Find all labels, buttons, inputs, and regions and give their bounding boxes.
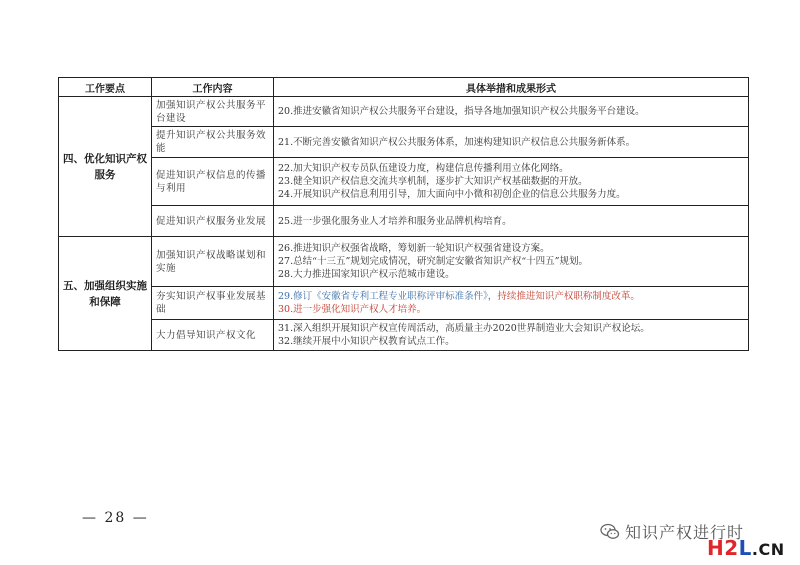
measure-item: 21.不断完善安徽省知识产权公共服务体系，加速构建知识产权信息公共服务新体系。: [278, 136, 636, 148]
measure-item: 32.继续开展中小知识产权教育试点工作。: [278, 336, 455, 347]
section-category: 五、加强组织实施和保障: [59, 237, 152, 351]
work-content-cell: 大力倡导知识产权文化: [152, 320, 274, 351]
header-measures: 具体举措和成果形式: [274, 78, 749, 97]
page-number: — 28 —: [82, 510, 149, 526]
measures-cell: [274, 97, 749, 127]
work-content-cell: 加强知识产权战略谋划和实施: [152, 237, 274, 287]
measure-29-part-b: 持续推进知识产权职称制度改革。: [497, 291, 640, 302]
work-content-cell: 夯实知识产权事业发展基础: [152, 287, 274, 320]
section-category: 四、优化知识产权服务: [59, 97, 152, 237]
work-content-cell: 提升知识产权公共服务效能: [152, 127, 274, 158]
measure-item: 22.加大知识产权专员队伍建设力度，构建信息传播利用立体化网络。: [278, 163, 569, 174]
measure-29-part-a: 29.修订《安徽省专利工程专业职称评审标准条件》，: [278, 291, 498, 302]
header-key-points: 工作要点: [59, 78, 152, 97]
watermark-text: 知识产权进行时: [625, 523, 745, 542]
measures-cell: [274, 158, 749, 206]
table-row: [59, 97, 749, 127]
measure-item: 23.健全知识产权信息交流共享机制，逐步扩大知识产权基础数据的开放。: [278, 176, 588, 187]
work-content-cell: 促进知识产权信息的传播与利用: [152, 158, 274, 206]
table-header-row: [59, 78, 749, 97]
work-content-cell: 加强知识产权公共服务平台建设: [152, 97, 274, 127]
measures-cell: [274, 206, 749, 237]
table-row: [59, 127, 749, 158]
measure-item: 28.大力推进国家知识产权示范城市建设。: [278, 269, 455, 280]
wechat-icon: [600, 523, 620, 541]
work-plan-table: [58, 77, 749, 351]
table-row: [59, 287, 749, 320]
h2l-logo: H2L.CN: [707, 536, 785, 560]
measures-cell: [274, 127, 749, 158]
measure-item: 20.推进安徽省知识产权公共服务平台建设，指导各地加强知识产权公共服务平台建设。: [278, 106, 645, 117]
measure-item: [278, 290, 744, 303]
measures-cell: [274, 320, 749, 351]
measure-item: 26.推进知识产权强省战略，筹划新一轮知识产权强省建设方案。: [278, 243, 550, 254]
measure-item: 31.深入组织开展知识产权宣传周活动，高质量主办2020世界制造业大会知识产权论坛。: [278, 323, 650, 334]
header-work-content: 工作内容: [152, 78, 274, 97]
table-row: [59, 320, 749, 351]
work-content-cell: 促进知识产权服务业发展: [152, 206, 274, 237]
measures-cell: [274, 287, 749, 320]
table-row: [59, 158, 749, 206]
table-row: [59, 206, 749, 237]
measure-item: 30.进一步强化知识产权人才培养。: [278, 304, 427, 315]
measure-item: 27.总结“十三五”规划完成情况，研究制定安徽省知识产权“十四五”规划。: [278, 256, 589, 267]
table-row: [59, 237, 749, 287]
measure-item: 24.开展知识产权信息利用引导，加大面向中小微和初创企业的信息公共服务力度。: [278, 189, 626, 200]
measures-cell: [274, 237, 749, 287]
measure-item: 25.进一步强化服务业人才培养和服务业品牌机构培育。: [278, 215, 512, 227]
